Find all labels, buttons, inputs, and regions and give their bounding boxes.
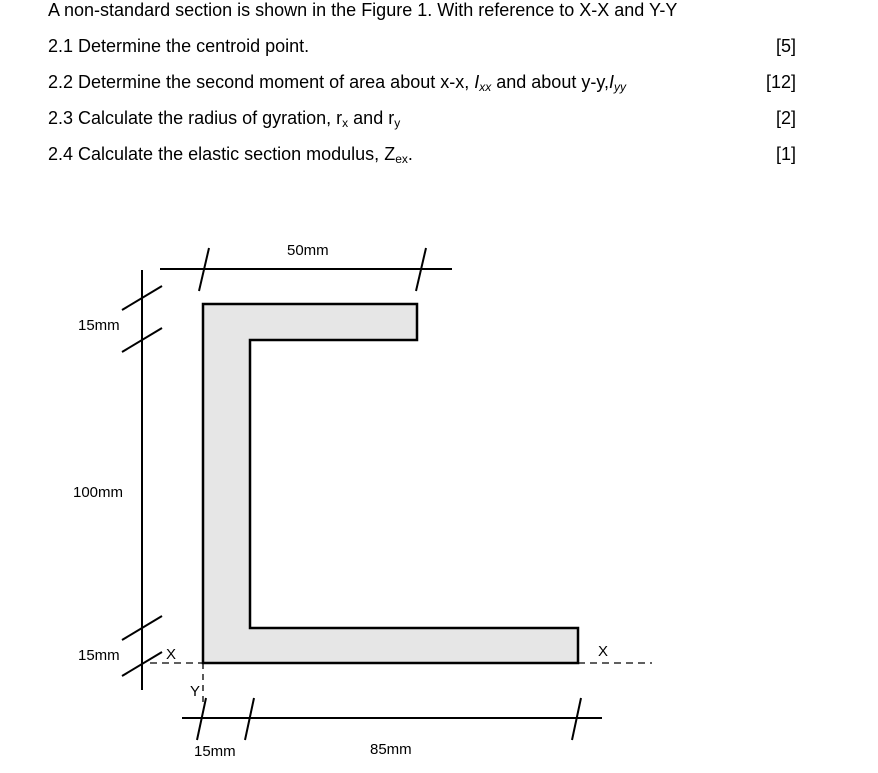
dim-label-bottom-right: 85mm — [370, 741, 412, 758]
marks-2-1: [5] — [775, 36, 796, 56]
axis-label-y: Y — [190, 683, 201, 700]
question-2-4-text: 2.4 Calculate the elastic section modulus, — [48, 144, 385, 164]
symbol-zex: Z — [384, 144, 396, 164]
c-section-shape — [203, 304, 578, 663]
symbol-iyy: I — [609, 72, 615, 92]
marks-2-4: [1] — [775, 144, 796, 164]
question-2-2-mid: and about y-y, — [491, 72, 609, 92]
dim-label-left-top: 15mm — [78, 317, 120, 334]
dim-label-left-mid: 100mm — [73, 484, 124, 501]
subscript-ex: ex — [395, 152, 408, 166]
dim-label-bottom-left: 15mm — [194, 743, 236, 760]
symbol-ixx: I — [474, 72, 480, 92]
axis-label-x-left: X — [166, 646, 177, 663]
question-2-3-text: 2.3 Calculate the radius of gyration, — [48, 108, 337, 128]
symbol-rx: r — [336, 108, 343, 128]
question-2-1: 2.1 Determine the centroid point. — [48, 36, 310, 56]
subscript-xx: xx — [479, 80, 492, 94]
dim-label-top: 50mm — [287, 242, 329, 259]
dim-label-left-bottom: 15mm — [78, 647, 120, 664]
subscript-y: y — [394, 116, 401, 130]
question-2-4-post: . — [407, 144, 413, 164]
symbol-ry: r — [388, 108, 395, 128]
subscript-x: x — [342, 116, 349, 130]
question-2-2-text: 2.2 Determine the second moment of area about x-x, — [48, 72, 475, 92]
subscript-yy: yy — [614, 80, 627, 94]
marks-2-2: [12] — [765, 72, 796, 92]
axis-label-x-right: X — [598, 643, 609, 660]
intro-text: A non-standard section is shown in the Figure 1. With reference to X-X and Y-Y — [48, 0, 678, 20]
question-2-3-mid: and — [348, 108, 389, 128]
marks-2-3: [2] — [775, 108, 796, 128]
